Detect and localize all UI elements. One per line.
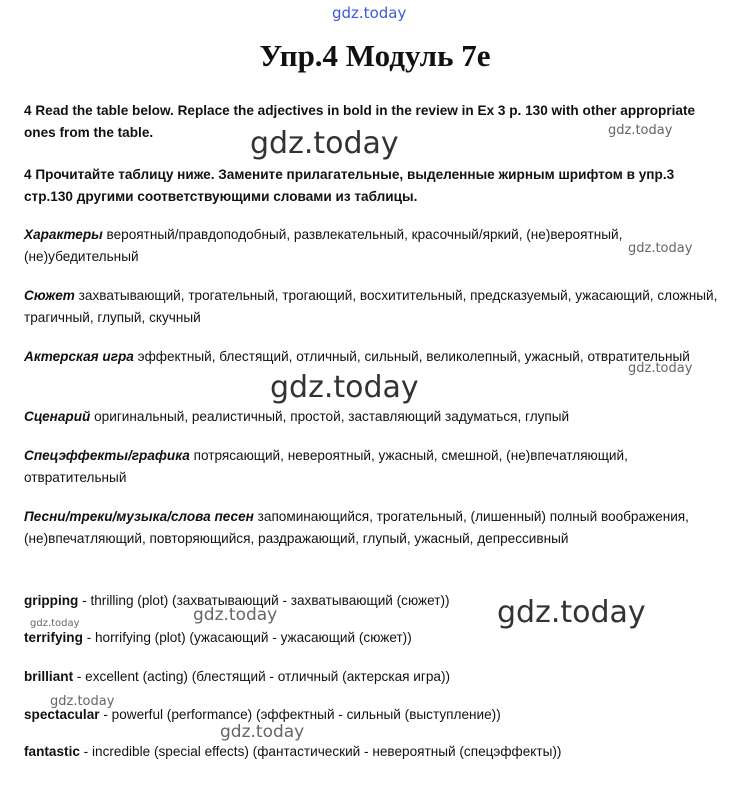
category-words: потрясающий, невероятный, ужасный, смешной, (не)впечатляющий, отвратительный <box>24 448 628 485</box>
watermark: gdz.today <box>628 361 693 376</box>
category-effects <box>24 445 724 489</box>
answer-line-brilliant <box>24 667 744 687</box>
category-words: вероятный/правдоподобный, развлекательный, красочный/яркий, (не)вероятный, (не)убедительный <box>24 227 623 264</box>
watermark: gdz.today <box>497 595 646 630</box>
watermark: gdz.today <box>30 618 80 629</box>
page-title: Упр.4 Модуль 7е <box>259 38 491 73</box>
category-characters <box>24 224 724 268</box>
category-music <box>24 506 724 550</box>
answer-line-spectacular <box>24 705 744 725</box>
category-words: оригинальный, реалистичный, простой, заставляющий задуматься, глупый <box>90 409 570 424</box>
watermark: gdz.today <box>608 123 673 138</box>
category-words: запоминающийся, трогательный, (лишенный) полный воображения, (не)впечатляющий, повторяющийся, раздражающий, глупый, ужасный, депрессивный <box>24 509 689 546</box>
category-plot <box>24 285 724 329</box>
task-russian: 4 Прочитайте таблицу ниже. Замените прилагательные, выделенные жирным шрифтом в упр.3 стр.130 другими соответствующими словами из таблицы. <box>24 167 675 204</box>
answer-word: spectacular <box>24 707 100 722</box>
answer-rest: - thrilling (plot) (захватывающий - захватывающий (сюжет)) <box>78 593 450 608</box>
category-name: Сценарий <box>24 409 91 424</box>
answer-rest: - horrifying (plot) (ужасающий - ужасающий (сюжет)) <box>82 630 412 645</box>
watermark: gdz.today <box>628 241 693 256</box>
watermark: gdz.today <box>270 370 419 405</box>
category-name: Спецэффекты/графика <box>24 448 190 463</box>
answer-rest: - powerful (performance) (эффектный - сильный (выступление)) <box>99 707 501 722</box>
category-name: Песни/треки/музыка/слова песен <box>24 509 254 524</box>
category-script <box>24 406 724 428</box>
watermark: gdz.today <box>50 694 115 709</box>
category-words: эффектный, блестящий, отличный, сильный, великолепный, ужасный, отвратительный <box>133 349 690 364</box>
answer-word: gripping <box>24 593 79 608</box>
task-english: 4 Read the table below. Replace the adjectives in bold in the review in Ex 3 p. 130 with other appropriate ones from the table. <box>24 103 696 140</box>
answer-word: fantastic <box>24 744 80 759</box>
category-acting <box>24 346 724 368</box>
answer-line-fantastic <box>24 742 744 762</box>
answer-rest: - incredible (special effects) (фантастический - невероятный (спецэффекты)) <box>79 744 562 759</box>
category-name: Характеры <box>24 227 103 242</box>
answer-line-terrifying <box>24 628 744 648</box>
answer-rest: - excellent (acting) (блестящий - отличный (актерская игра)) <box>73 669 451 684</box>
category-words: захватывающий, трогательный, трогающий, восхитительный, предсказуемый, ужасающий, сложный, трагичный, глупый, скучный <box>24 288 718 325</box>
category-name: Сюжет <box>24 288 75 303</box>
watermark: gdz.today <box>250 126 399 161</box>
answer-word: terrifying <box>24 630 83 645</box>
answer-word: brilliant <box>24 669 74 684</box>
watermark: gdz.today <box>220 722 305 742</box>
category-name: Актерская игра <box>24 349 134 364</box>
watermark: gdz.today <box>193 605 278 625</box>
watermark-top: gdz.today <box>332 4 407 22</box>
